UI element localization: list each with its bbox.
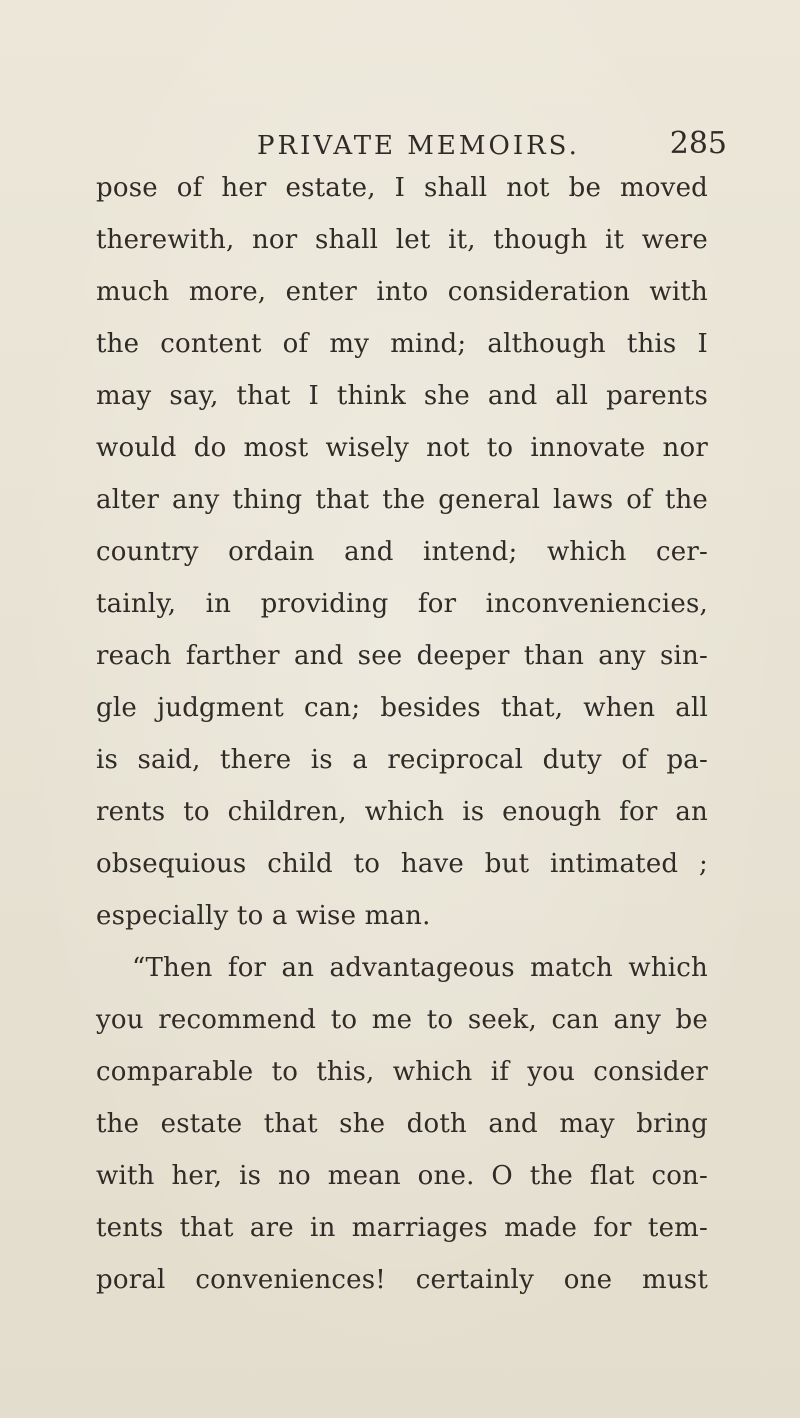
text-line: obsequious child to have but intimated ; [96, 849, 708, 879]
text-line: you recommend to me to seek, can any be [96, 1005, 708, 1035]
text-line: country ordain and intend; which cer- [96, 537, 708, 567]
text-line: reach farther and see deeper than any sin- [96, 641, 708, 671]
text-line: gle judgment can; besides that, when all [96, 693, 708, 723]
text-line: tainly, in providing for inconveniencies, [96, 589, 708, 619]
text-line: is said, there is a reciprocal duty of pa- [96, 745, 708, 775]
text-line: “Then for an advantageous match which [132, 953, 708, 983]
text-line: with her, is no mean one. O the flat con- [96, 1161, 708, 1191]
text-line: may say, that I think she and all parents [96, 381, 708, 411]
running-title: PRIVATE MEMOIRS. [257, 131, 580, 161]
body-text [96, 162, 708, 1306]
text-line: tents that are in marriages made for tem- [96, 1213, 708, 1243]
text-line: the estate that she doth and may bring [96, 1109, 708, 1139]
text-line: therewith, nor shall let it, though it were [96, 225, 708, 255]
text-line: rents to children, which is enough for an [96, 797, 708, 827]
page-number: 285 [669, 126, 727, 161]
text-line: much more, enter into consideration with [96, 277, 708, 307]
running-head [257, 126, 727, 161]
text-line: would do most wisely not to innovate nor [96, 433, 708, 463]
text-line: poral conveniences! certainly one must [96, 1265, 708, 1295]
text-line: alter any thing that the general laws of the [96, 485, 708, 515]
text-line: comparable to this, which if you consider [96, 1057, 708, 1087]
text-line: especially to a wise man. [96, 901, 431, 931]
text-line: the content of my mind; although this I [96, 329, 708, 359]
text-line: pose of her estate, I shall not be moved [96, 173, 708, 203]
